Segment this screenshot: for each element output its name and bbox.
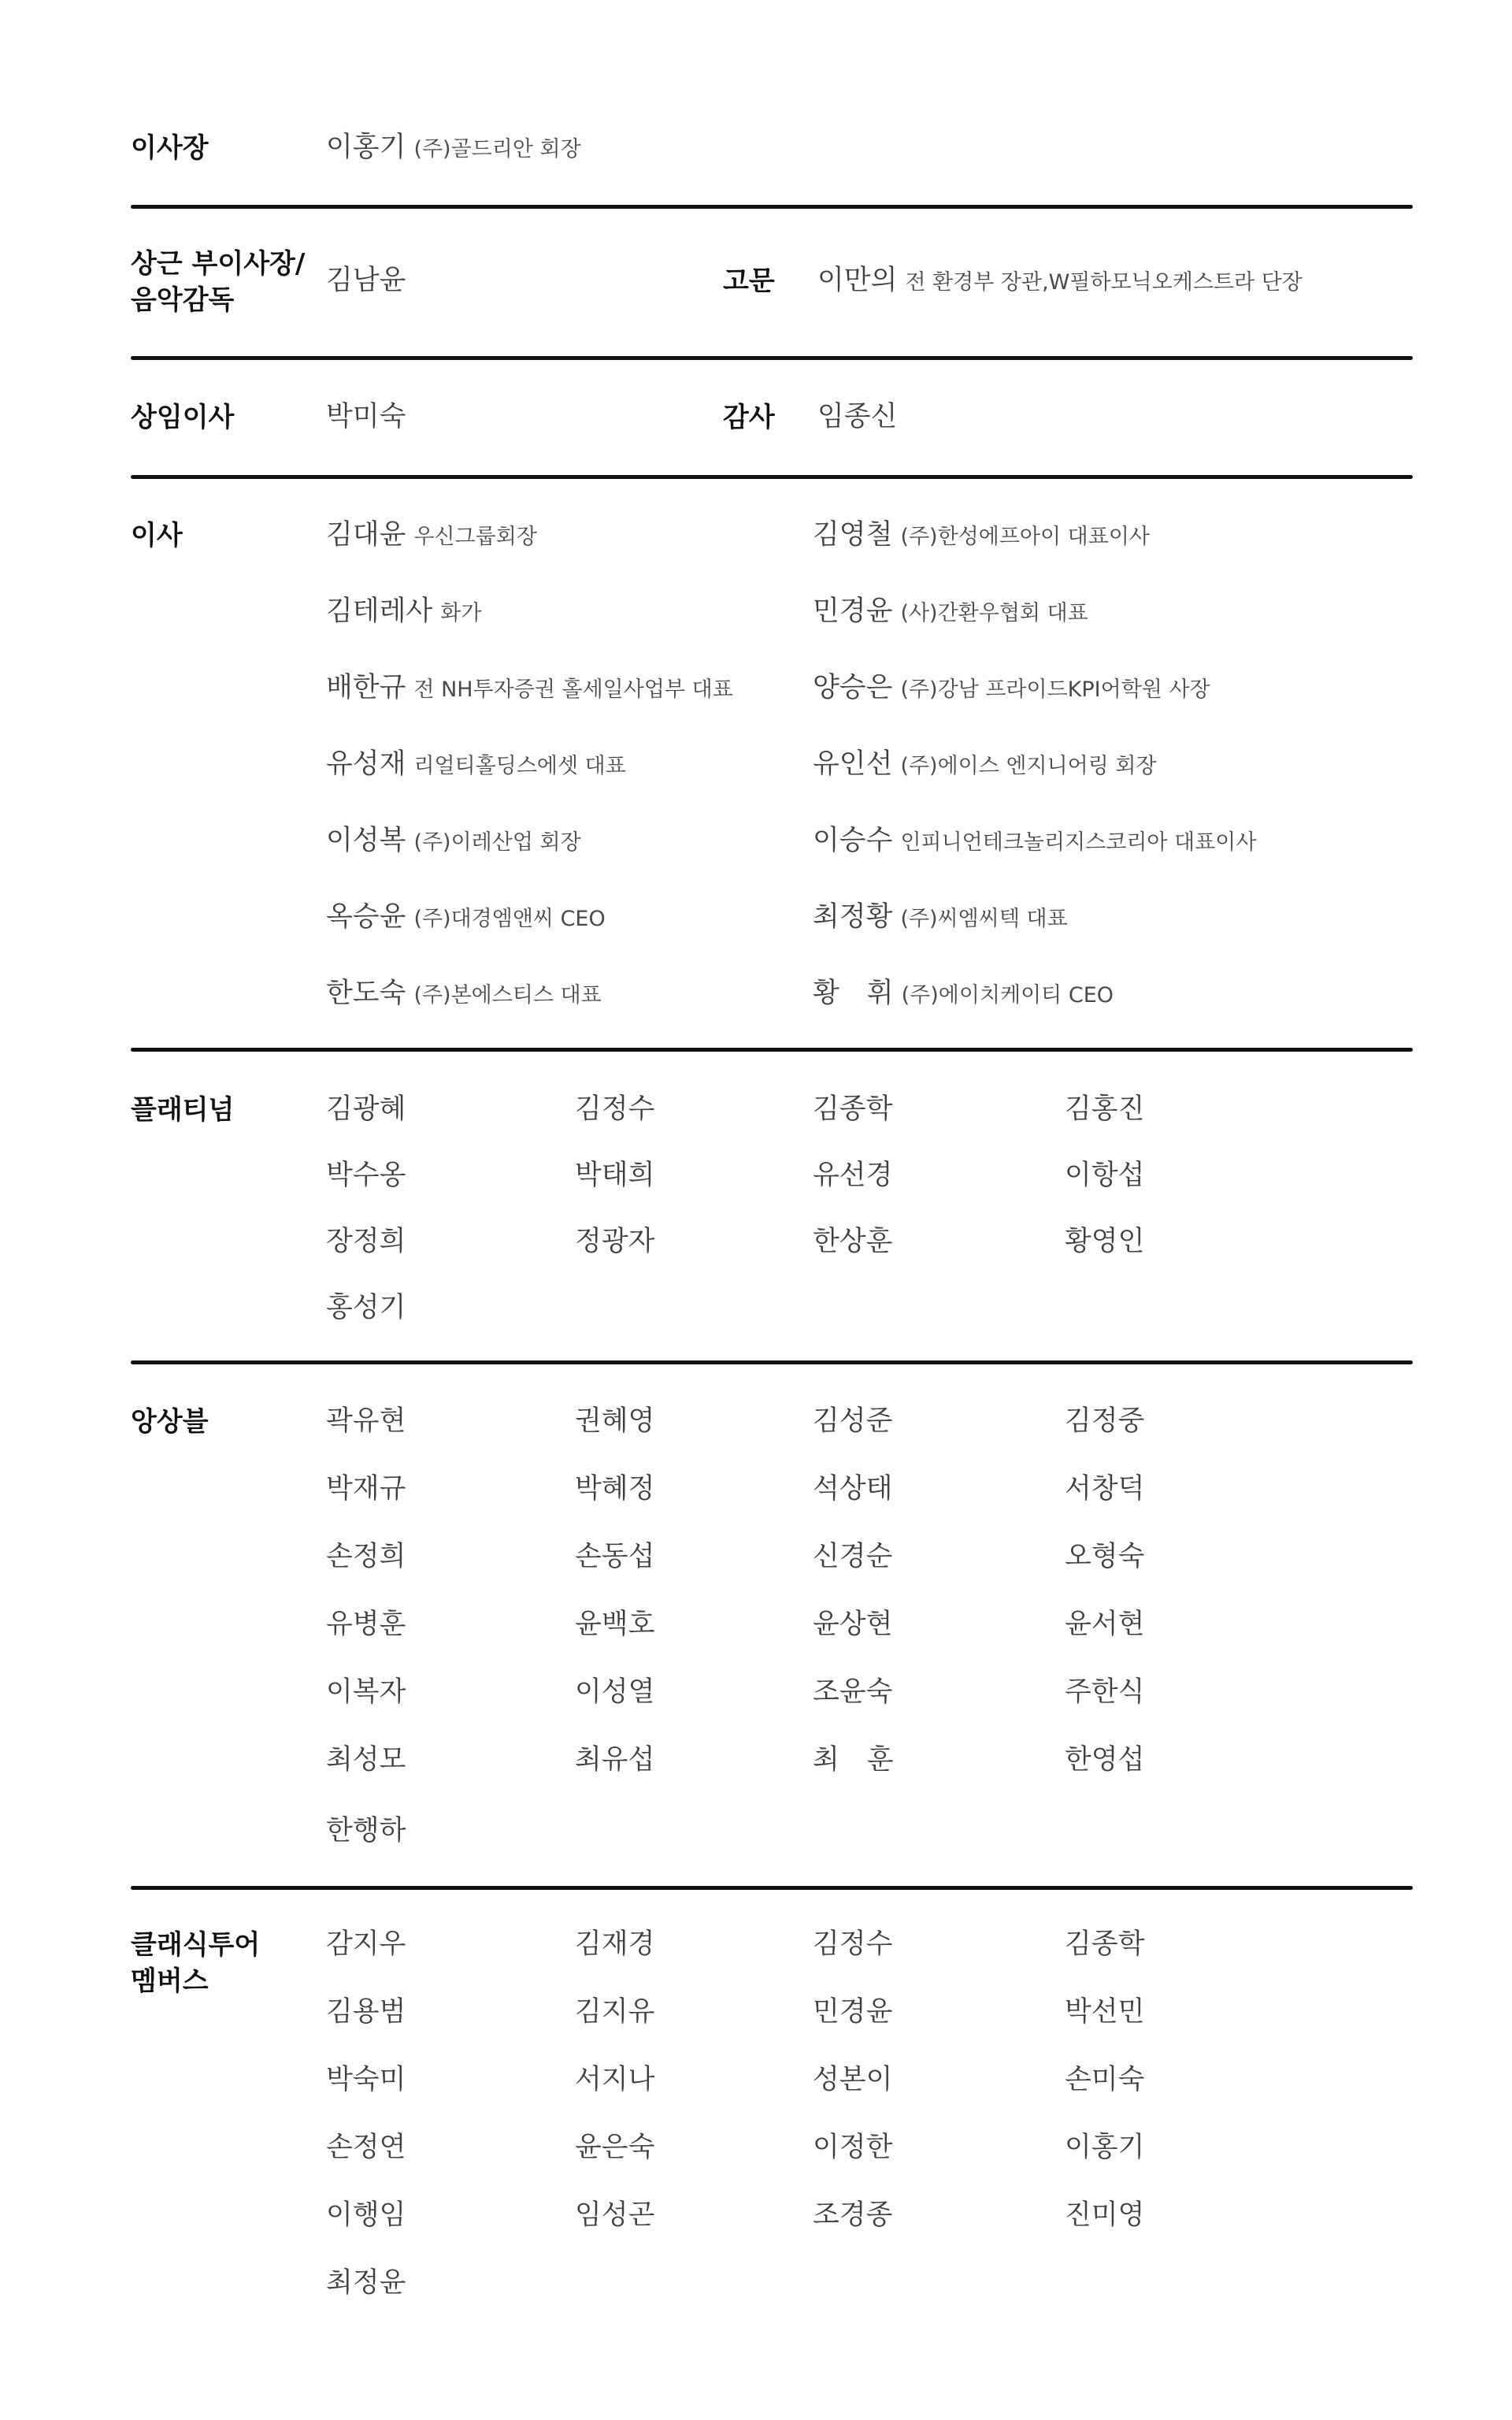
director-desc: 화가 bbox=[440, 601, 482, 625]
standing-auditor-section bbox=[131, 399, 1413, 439]
member-name: 윤서현 bbox=[1065, 1609, 1145, 1640]
member-name: 황영인 bbox=[1065, 1226, 1145, 1257]
director-desc: (주)한성에프아이 대표이사 bbox=[900, 525, 1150, 549]
member-name: 최유섭 bbox=[575, 1744, 655, 1776]
classic-tour-section bbox=[131, 1927, 1413, 2321]
director-entry bbox=[326, 976, 602, 1015]
member-name: 정광자 bbox=[575, 1226, 655, 1257]
director-name: 민경윤 bbox=[813, 596, 893, 627]
member-name: 이정한 bbox=[813, 2132, 893, 2163]
member-name: 석상태 bbox=[813, 1473, 893, 1505]
member-name: 박혜정 bbox=[575, 1473, 655, 1505]
member-name: 김종학 bbox=[1065, 1928, 1145, 1960]
standing-director-name-text: 박미숙 bbox=[326, 401, 406, 432]
member-name: 이홍기 bbox=[1065, 2132, 1145, 2163]
director-desc: (주)본에스티스 대표 bbox=[413, 983, 602, 1008]
director-entry bbox=[813, 976, 1114, 1015]
director-name: 김대윤 bbox=[326, 519, 406, 551]
member-name: 김정수 bbox=[575, 1093, 655, 1125]
member-name: 박숙미 bbox=[326, 2064, 406, 2095]
section-divider bbox=[131, 1360, 1413, 1364]
member-name: 서지나 bbox=[575, 2064, 655, 2095]
director-desc: (주)강남 프라이드KPI어학원 사장 bbox=[900, 677, 1210, 702]
director-entry bbox=[813, 518, 1150, 557]
member-name: 최정윤 bbox=[326, 2267, 406, 2299]
director-name: 한도숙 bbox=[326, 978, 406, 1009]
director-name: 이승수 bbox=[813, 825, 893, 856]
ensemble-label: 앙상블 bbox=[131, 1406, 209, 1438]
member-name: 서창덕 bbox=[1065, 1473, 1145, 1505]
director-desc: 리얼티홀딩스에셋 대표 bbox=[413, 754, 626, 778]
director-name: 이성복 bbox=[326, 825, 406, 856]
member-name: 김재경 bbox=[575, 1928, 655, 1960]
chairman-name: 이홍기 bbox=[326, 132, 406, 163]
member-name: 민경윤 bbox=[813, 1996, 893, 2028]
auditor-label: 감사 bbox=[723, 402, 775, 433]
member-name: 장정희 bbox=[326, 1226, 406, 1257]
director-desc: (주)대경엠앤씨 CEO bbox=[413, 907, 606, 931]
director-desc: (주)씨엠씨텍 대표 bbox=[900, 907, 1068, 931]
member-name: 윤백호 bbox=[575, 1609, 655, 1640]
platinum-label: 플래티넘 bbox=[131, 1094, 235, 1126]
classic-tour-label: 클래식투어 멤버스 bbox=[131, 1929, 261, 1997]
member-name: 임성곤 bbox=[575, 2199, 655, 2231]
member-name: 박선민 bbox=[1065, 1996, 1145, 2028]
director-name: 유인선 bbox=[813, 748, 893, 780]
vice-chair-advisor-section bbox=[131, 246, 1413, 325]
vice-chairman-label: 상근 부이사장/ 음악감독 bbox=[131, 248, 306, 316]
member-name: 한행하 bbox=[326, 1815, 406, 1847]
member-name: 조윤숙 bbox=[813, 1676, 893, 1708]
member-name: 한상훈 bbox=[813, 1226, 893, 1257]
director-entry bbox=[326, 900, 606, 939]
advisor-entry bbox=[817, 263, 1303, 302]
chairman-desc: (주)골드리안 회장 bbox=[413, 137, 581, 161]
director-desc: (주)이레산업 회장 bbox=[413, 830, 581, 855]
director-name: 배한규 bbox=[326, 672, 406, 703]
section-divider bbox=[131, 1886, 1413, 1890]
directors-label: 이사 bbox=[131, 520, 183, 551]
member-name: 박수옹 bbox=[326, 1160, 406, 1191]
member-name: 진미영 bbox=[1065, 2199, 1145, 2231]
director-name: 옥승윤 bbox=[326, 901, 406, 933]
member-name: 김성준 bbox=[813, 1405, 893, 1437]
member-name: 곽유현 bbox=[326, 1405, 406, 1437]
director-desc: 전 NH투자증권 홀세일사업부 대표 bbox=[413, 677, 733, 702]
member-name: 성본이 bbox=[813, 2064, 893, 2095]
standing-director-label: 상임이사 bbox=[131, 402, 235, 433]
member-name: 오형숙 bbox=[1065, 1541, 1145, 1572]
member-name: 권혜영 bbox=[575, 1405, 655, 1437]
section-divider bbox=[131, 205, 1413, 209]
director-desc: (사)간환우협회 대표 bbox=[900, 601, 1088, 625]
director-name: 황 휘 bbox=[813, 978, 894, 1009]
director-entry bbox=[813, 823, 1256, 863]
standing-director-name bbox=[326, 399, 406, 439]
director-name: 김영철 bbox=[813, 519, 893, 551]
member-name: 박재규 bbox=[326, 1473, 406, 1505]
auditor-name-text: 임종신 bbox=[817, 401, 898, 432]
member-name: 이성열 bbox=[575, 1676, 655, 1708]
director-name: 유성재 bbox=[326, 748, 406, 780]
director-name: 최정황 bbox=[813, 901, 893, 933]
member-name: 손미숙 bbox=[1065, 2064, 1145, 2095]
member-name: 김종학 bbox=[813, 1093, 893, 1125]
member-name: 윤은숙 bbox=[575, 2132, 655, 2163]
member-name: 김지유 bbox=[575, 1996, 655, 2028]
member-name: 유선경 bbox=[813, 1160, 893, 1191]
member-name: 손정연 bbox=[326, 2132, 406, 2163]
director-desc: 우신그룹회장 bbox=[413, 525, 537, 549]
vice-chairman-name bbox=[326, 263, 406, 302]
member-name: 손정희 bbox=[326, 1541, 406, 1572]
member-name: 주한식 bbox=[1065, 1676, 1145, 1708]
member-name: 손동섭 bbox=[575, 1541, 655, 1572]
director-entry bbox=[326, 518, 537, 557]
director-name: 김테레사 bbox=[326, 596, 433, 627]
director-entry bbox=[326, 747, 626, 786]
member-name: 김홍진 bbox=[1065, 1093, 1145, 1125]
member-name: 윤상현 bbox=[813, 1609, 893, 1640]
director-desc: (주)에이치케이티 CEO bbox=[901, 983, 1114, 1008]
member-name: 한영섭 bbox=[1065, 1744, 1145, 1776]
member-name: 조경종 bbox=[813, 2199, 893, 2231]
section-divider bbox=[131, 1048, 1413, 1052]
advisor-label: 고문 bbox=[723, 265, 775, 297]
vice-chairman-name-text: 김남윤 bbox=[326, 265, 406, 296]
auditor-name bbox=[817, 399, 897, 439]
member-name: 최성모 bbox=[326, 1744, 406, 1776]
member-name: 유병훈 bbox=[326, 1609, 406, 1640]
member-name: 이복자 bbox=[326, 1676, 406, 1708]
director-entry bbox=[326, 670, 733, 710]
platinum-section bbox=[131, 1092, 1413, 1360]
member-name: 김용범 bbox=[326, 1996, 406, 2028]
chairman-entry bbox=[326, 130, 581, 169]
director-entry bbox=[813, 747, 1157, 786]
member-name: 신경순 bbox=[813, 1541, 893, 1572]
chairman-label: 이사장 bbox=[131, 132, 209, 164]
advisor-name: 이만의 bbox=[817, 265, 898, 296]
member-name: 박태희 bbox=[575, 1160, 655, 1191]
member-name: 최 훈 bbox=[813, 1744, 894, 1776]
advisor-desc: 전 환경부 장관,W필하모닉오케스트라 단장 bbox=[905, 270, 1303, 295]
director-entry bbox=[326, 823, 581, 863]
member-name: 홍성기 bbox=[326, 1292, 406, 1323]
member-name: 김정수 bbox=[813, 1928, 893, 1960]
director-entry bbox=[326, 594, 481, 633]
directors-section bbox=[131, 518, 1413, 1030]
member-name: 감지우 bbox=[326, 1928, 406, 1960]
director-name: 양승은 bbox=[813, 672, 893, 703]
member-name: 김정중 bbox=[1065, 1405, 1145, 1437]
section-divider bbox=[131, 356, 1413, 360]
member-name: 김광혜 bbox=[326, 1093, 406, 1125]
member-name: 이행임 bbox=[326, 2199, 406, 2231]
chairman-section bbox=[131, 130, 1413, 169]
director-entry bbox=[813, 594, 1088, 633]
member-name: 이항섭 bbox=[1065, 1160, 1145, 1191]
director-entry bbox=[813, 900, 1068, 939]
director-desc: 인피니언테크놀리지스코리아 대표이사 bbox=[900, 830, 1257, 855]
director-entry bbox=[813, 670, 1210, 710]
director-desc: (주)에이스 엔지니어링 회장 bbox=[900, 754, 1157, 778]
section-divider bbox=[131, 475, 1413, 479]
ensemble-section bbox=[131, 1404, 1413, 1853]
